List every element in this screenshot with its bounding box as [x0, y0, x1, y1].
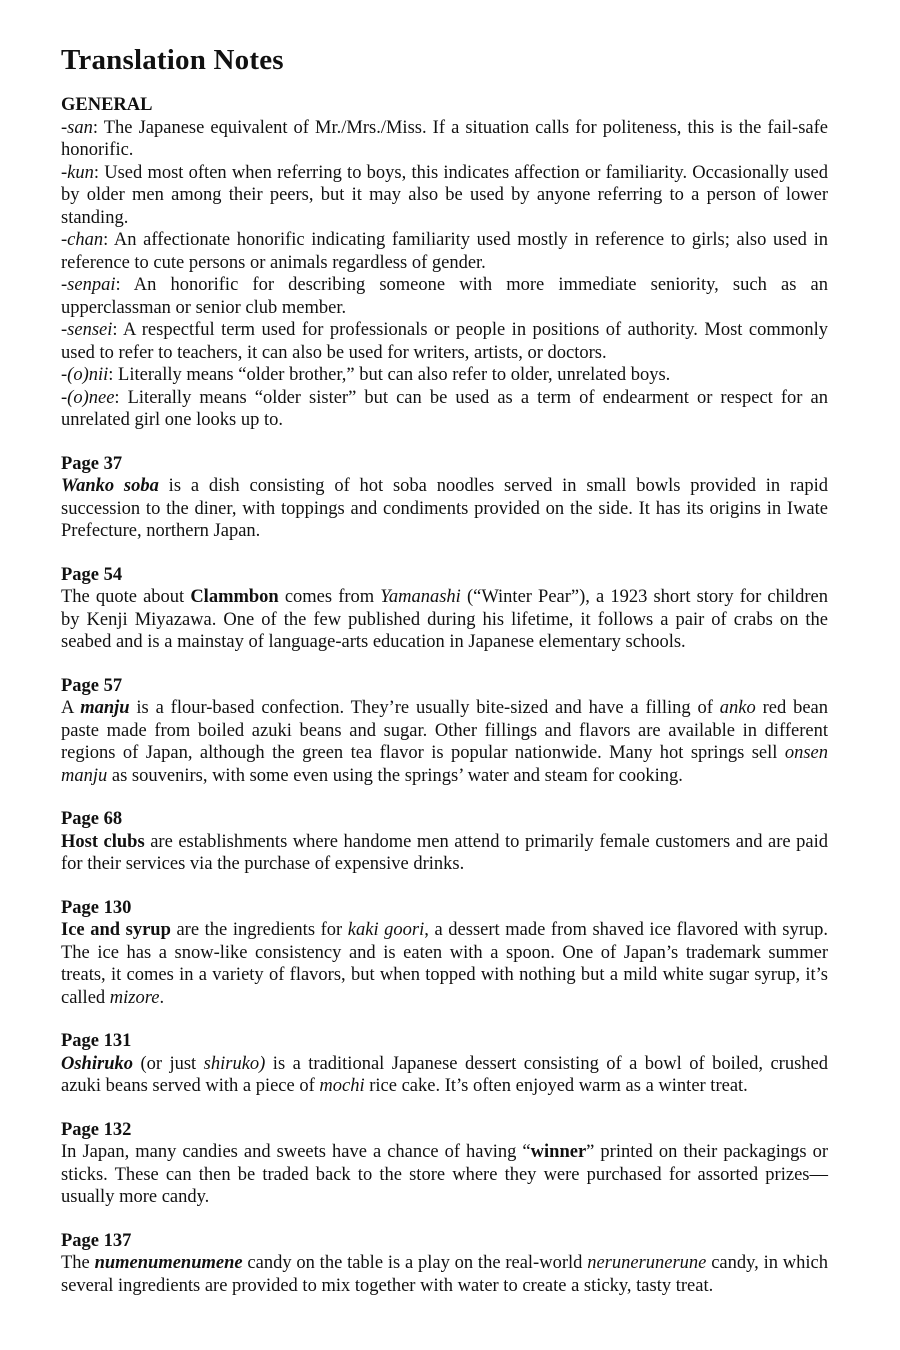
entry-onii [61, 364, 828, 387]
entry-text: : Used most often when referring to boys, this indicates affection or familiarity. Occasionally used by older men among their peers, but it may also be used by anyone referring to a person of lower standing. [61, 162, 828, 228]
note-text: red bean paste made from boiled azuki beans and sugar. Other fillings and flavors are available in different regions of Japan, although the green tea flavor is popular nationwide. Many hot springs sell [61, 698, 829, 763]
note-italic: anko [719, 698, 756, 718]
note-page-57 [61, 675, 828, 788]
note-body [61, 1053, 828, 1098]
note-text: The [61, 1253, 95, 1273]
note-page-37 [61, 453, 828, 543]
note-text: are establishments where handome men attend to primarily female customers and are paid for their services via the purchase of expensive drinks. [61, 831, 828, 874]
entry-text: : The Japanese equivalent of Mr./Mrs./Miss. If a situation calls for politeness, this is the fail-safe honorific. [61, 117, 828, 160]
general-heading: GENERAL [61, 95, 153, 115]
note-page-137 [61, 1230, 828, 1298]
note-text: is a flour-based confection. They’re usually bite-sized and have a filling of [129, 698, 720, 718]
note-text: The quote about [61, 587, 191, 607]
note-heading: Page 68 [61, 809, 123, 829]
note-page-132 [61, 1119, 828, 1209]
page-title: Translation Notes [61, 44, 284, 76]
note-text: is a traditional Japanese dessert consisting of a bowl of boiled, crushed azuki beans served with a piece of [61, 1053, 828, 1096]
note-body [61, 586, 828, 654]
note-term: manju [80, 698, 130, 718]
entry-text: : A respectful term used for professionals or people in positions of authority. Most commonly used to refer to teachers, it can also be used for writers, artists, or doctors. [61, 320, 828, 363]
note-term: Oshiruko [61, 1053, 133, 1074]
note-page-54 [61, 564, 828, 654]
note-body [61, 1141, 828, 1209]
note-term: Ice and syrup [61, 920, 171, 940]
note-heading: Page 131 [61, 1031, 132, 1051]
note-italic: Yamanashi [380, 587, 461, 607]
note-term: winner [530, 1142, 587, 1162]
note-text: (or just [132, 1053, 204, 1074]
note-page-131 [61, 1030, 828, 1098]
entry-text: : Literally means “older brother,” but can also refer to older, unrelated boys. [108, 365, 671, 385]
general-section [61, 94, 828, 432]
note-page-130 [61, 897, 828, 1010]
term-senpai: -senpai [61, 275, 116, 295]
entry-sensei [61, 319, 828, 364]
note-text: , a dessert made from shaved ice flavored with syrup. The ice has a snow-like consistency and is eaten with a spoon. One of Japan’s trademark summer treats, it comes in a variety of flavors, but when topped with nothing but a mild white sugar syrup, it’s called [61, 920, 828, 1008]
note-text: (“Winter Pear”), a 1923 short story for children by Kenji Miyazawa. One of the few published during his lifetime, it follows a pair of crabs on the seabed and is a mainstay of language-arts education in Japanese elementary schools. [61, 587, 828, 652]
entry-chan [61, 229, 828, 274]
note-term: Wanko soba [61, 476, 159, 496]
term-onee: -(o)nee [61, 387, 115, 408]
note-text: In Japan, many candies and sweets have a chance of having “ [61, 1142, 531, 1162]
note-text: are the ingredients for [170, 920, 348, 940]
note-italic: shiruko) [203, 1053, 266, 1074]
note-italic: mochi [319, 1076, 365, 1096]
entry-text: : An honorific for describing someone with more immediate seniority, such as an upperclassman or senior club member. [61, 275, 828, 318]
note-text: rice cake. It’s often enjoyed warm as a winter treat. [364, 1076, 748, 1096]
entry-kun [61, 162, 828, 230]
note-italic: nerunerunerune [587, 1253, 707, 1273]
note-text: ” printed on their packagings or sticks. These can then be traded back to the store where they were purchased for assorted prizes—usually more candy. [61, 1142, 828, 1207]
entry-text: : An affectionate honorific indicating familiarity used mostly in reference to girls; also used in reference to cute persons or animals regardless of gender. [61, 230, 828, 273]
note-heading: Page 132 [61, 1119, 132, 1140]
note-text: A [61, 698, 81, 718]
note-italic: onsen manju [61, 743, 828, 786]
note-body [61, 919, 828, 1009]
note-text: is a dish consisting of hot soba noodles served in small bowls provided in rapid succession to the diner, with toppings and condiments provided on the side. It has its origins in Iwate Prefecture, northern Japan. [61, 476, 828, 541]
note-heading: Page 54 [61, 564, 123, 585]
entry-onee [61, 387, 828, 432]
note-body [61, 475, 828, 543]
note-term: Clammbon [190, 587, 279, 607]
term-kun: -kun [61, 162, 94, 183]
term-sensei: -sensei [61, 320, 113, 340]
note-term: numenumenumene [94, 1253, 243, 1273]
note-text: comes from [278, 587, 381, 607]
note-heading: Page 130 [61, 897, 132, 918]
note-text: . [159, 987, 165, 1008]
entry-text: : Literally means “older sister” but can be used as a term of endearment or respect for an unrelated girl one looks up to. [61, 387, 828, 430]
note-italic: kaki goori [347, 920, 425, 940]
note-text: candy on the table is a play on the real-world [242, 1253, 588, 1273]
note-heading: Page 57 [61, 675, 123, 696]
term-chan: -chan [61, 230, 104, 250]
note-text: as souvenirs, with some even using the springs’ water and steam for cooking. [107, 765, 683, 786]
term-san: -san [61, 117, 93, 138]
note-italic: mizore [109, 987, 160, 1008]
note-heading: Page 37 [61, 453, 123, 474]
note-body [61, 831, 828, 876]
note-term: Host clubs [61, 831, 145, 852]
note-heading: Page 137 [61, 1230, 132, 1251]
note-page-68 [61, 808, 828, 876]
entry-senpai [61, 274, 828, 319]
entry-san [61, 117, 828, 162]
note-text: candy, in which several ingredients are provided to mix together with water to create a sticky, tasty treat. [61, 1253, 828, 1296]
term-onii: -(o)nii [61, 365, 109, 385]
note-body [61, 1252, 828, 1297]
note-body [61, 697, 828, 787]
